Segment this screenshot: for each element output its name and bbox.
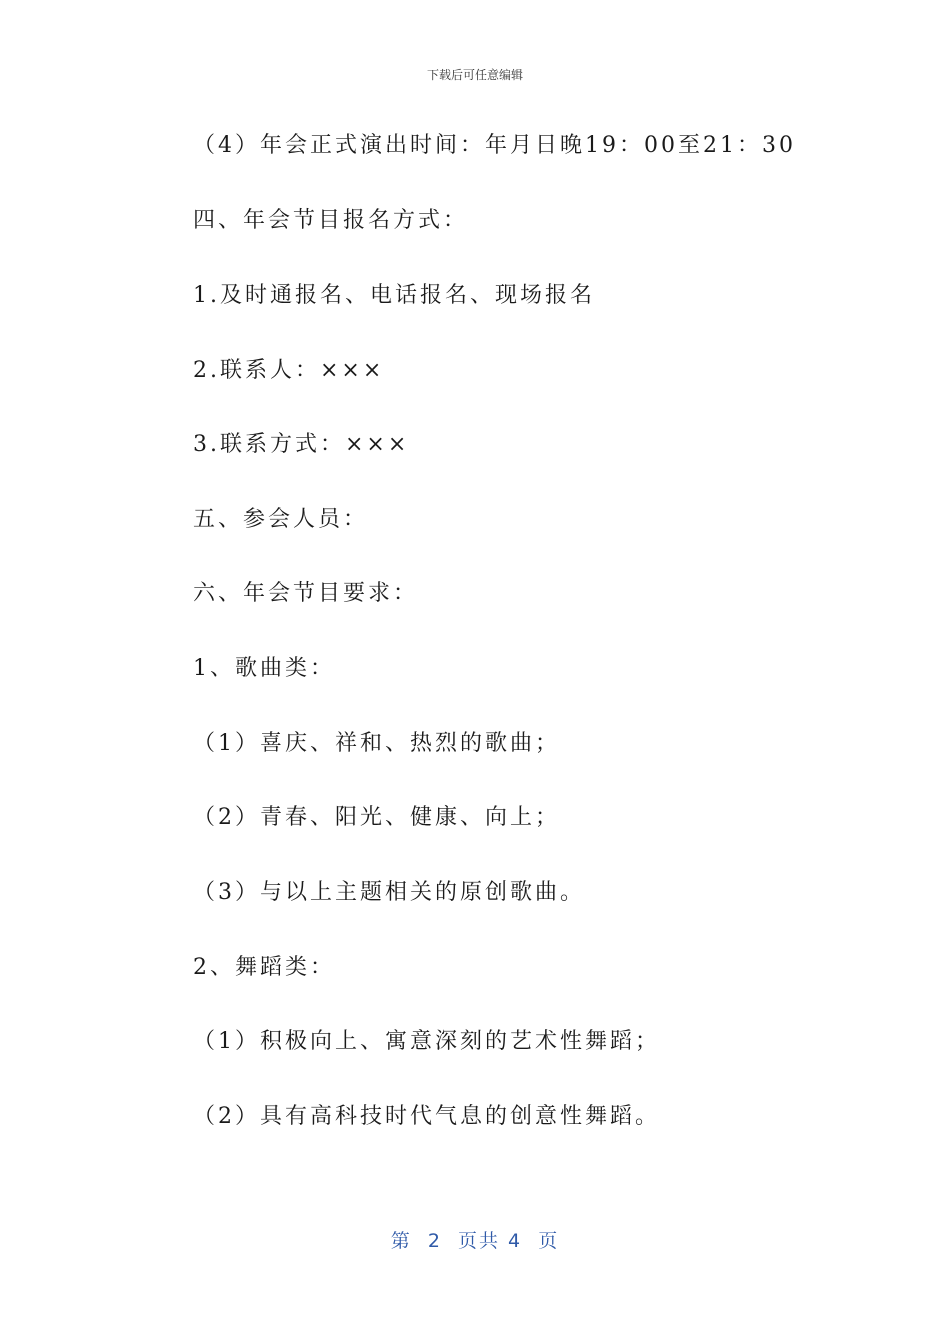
paragraph-line: （1）喜庆、祥和、热烈的歌曲； <box>193 731 560 756</box>
page-header-note: 下载后可任意编辑 <box>426 68 523 82</box>
paragraph-line: （4）年会正式演出时间：年月日晚19：00至21：30 <box>193 133 796 158</box>
paragraph-line: 1.及时通报名、电话报名、现场报名 <box>193 283 595 308</box>
paragraph-line: 2.联系人：××× <box>193 358 385 383</box>
paragraph-line: （3）与以上主题相关的原创歌曲。 <box>193 880 585 905</box>
section-heading: 五、参会人员： <box>193 507 369 532</box>
page-number-footer: 第 2 页共 4 页 <box>390 1230 560 1252</box>
section-heading: 六、年会节目要求： <box>193 581 419 606</box>
paragraph-line: （2）具有高科技时代气息的创意性舞蹈。 <box>193 1104 660 1129</box>
paragraph-line: 3.联系方式：××× <box>193 432 410 457</box>
paragraph-line: （2）青春、阳光、健康、向上； <box>193 805 560 830</box>
subsection-heading: 2、舞蹈类： <box>193 955 335 980</box>
paragraph-line: （1）积极向上、寓意深刻的艺术性舞蹈； <box>193 1029 660 1054</box>
section-heading: 四、年会节目报名方式： <box>193 208 469 233</box>
subsection-heading: 1、歌曲类： <box>193 656 335 681</box>
